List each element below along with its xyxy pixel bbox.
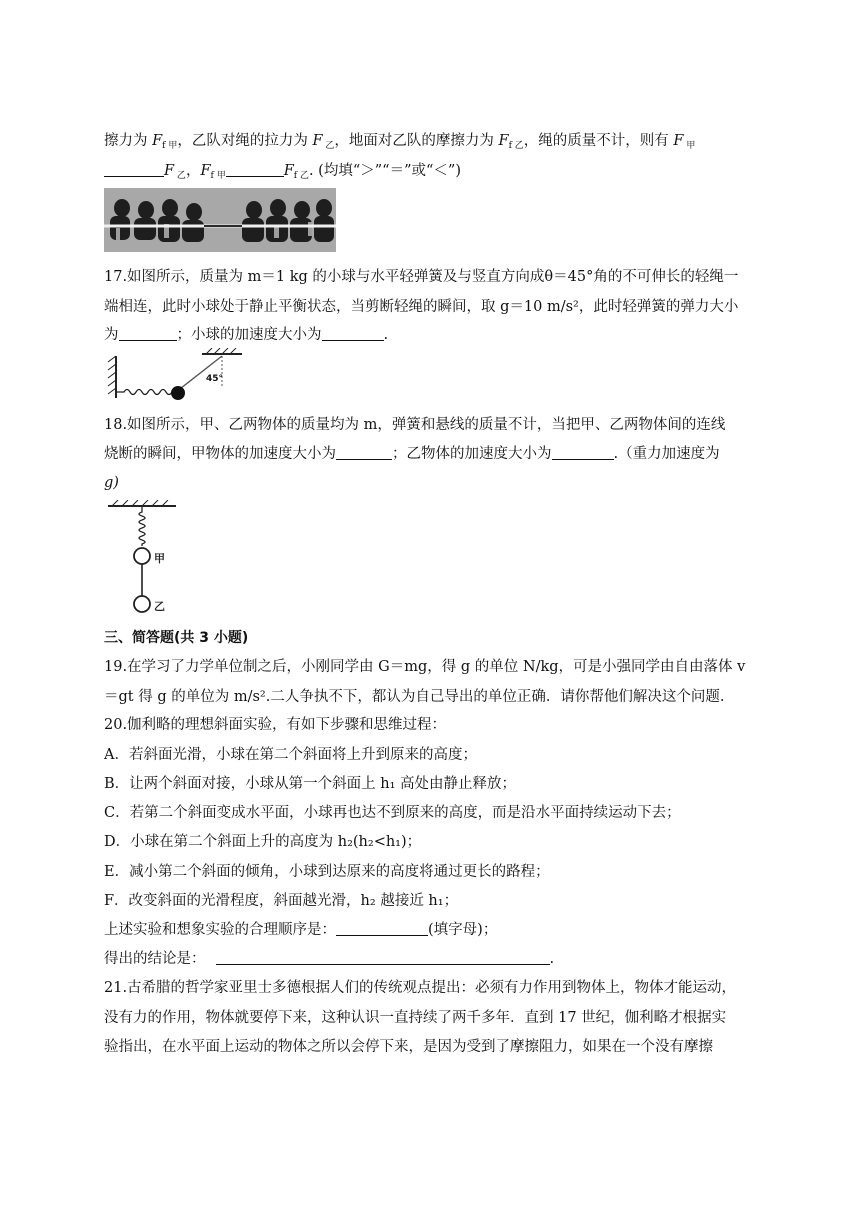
q16-text: . (均填“＞”“＝”或“＜”) bbox=[308, 163, 461, 179]
q18-line-3: g) bbox=[104, 475, 119, 491]
label-yi: 乙 bbox=[154, 600, 165, 613]
answer-blank[interactable] bbox=[336, 921, 428, 936]
q20-step-b: B．让两个斜面对接，小球从第一个斜面上 h₁ 高处由静止释放； bbox=[104, 776, 517, 792]
answer-blank[interactable] bbox=[552, 445, 614, 460]
q16-subscript: 乙 bbox=[322, 141, 335, 151]
q16-symbol: F bbox=[498, 133, 509, 149]
answer-blank[interactable] bbox=[104, 162, 164, 177]
q20-step-d: D．小球在第二个斜面上升的高度为 h₂(h₂<h₁)； bbox=[104, 834, 422, 850]
angle-label: 45° bbox=[206, 374, 224, 384]
q16-symbol: F bbox=[283, 163, 294, 179]
q20-conclusion bbox=[104, 948, 764, 970]
q17-text: ；小球的加速度大小为 bbox=[176, 327, 322, 343]
object-jia bbox=[134, 548, 150, 564]
q16-symbol: F bbox=[312, 133, 323, 149]
answer-blank[interactable] bbox=[322, 326, 384, 341]
q21-line-2: 没有力的作用，物体就要停下来，这种认识一直持续了两千多年．直到 17 世纪，伽利略才根据实 bbox=[104, 1010, 727, 1026]
hanging-spring-diagram bbox=[104, 500, 184, 616]
spring bbox=[139, 506, 145, 546]
q21-line-1: 21.古希腊的哲学家亚里士多德根据人们的传统观点提出：必须有力作用到物体上，物体才能运动， bbox=[104, 980, 737, 996]
answer-blank[interactable] bbox=[336, 445, 392, 460]
q21-line-3: 验指出，在水平面上运动的物体之所以会停下来，是因为受到了摩擦阻力，如果在一个没有摩擦 bbox=[104, 1039, 713, 1055]
q17-line-2: 端相连，此时小球处于静止平衡状态，当剪断轻绳的瞬间，取 g＝10 m/s²，此时轻弹簧的弹力大小 bbox=[104, 299, 739, 315]
q20-text: . bbox=[549, 951, 555, 967]
q16-text: ，绳的质量不计，则有 bbox=[523, 133, 674, 149]
answer-blank[interactable] bbox=[216, 950, 550, 965]
q16-text: ， bbox=[185, 163, 201, 179]
q19-line-2: ＝gt 得 g 的单位为 m/s².二人争执不下，都认为自己导出的单位正确．请你帮他们解决这个问题. bbox=[104, 689, 725, 705]
q16-subscript: f 甲 bbox=[162, 141, 178, 151]
q20-order bbox=[104, 919, 764, 941]
section-heading: 三、简答题(共 3 小题) bbox=[104, 630, 249, 646]
q20-step-c: C．若第二个斜面变成水平面，小球再也达不到原来的高度，而是沿水平面持续运动下去； bbox=[104, 805, 681, 821]
ball bbox=[171, 386, 185, 400]
q20-step-e: E．减小第二个斜面的倾角，小球到达原来的高度将通过更长的路程； bbox=[104, 864, 550, 880]
q16-subscript: f 乙 bbox=[508, 141, 524, 151]
q16-subscript: f 乙 bbox=[293, 171, 309, 181]
q17-line-3 bbox=[104, 324, 764, 346]
q16-symbol: F bbox=[152, 133, 163, 149]
q20-intro: 20.伽利略的理想斜面实验，有如下步骤和思维过程： bbox=[104, 717, 447, 733]
spring bbox=[116, 390, 174, 395]
object-yi bbox=[134, 596, 150, 612]
q18-text: ；乙物体的加速度大小为 bbox=[392, 446, 552, 462]
q17-text: 为 bbox=[104, 327, 119, 343]
q16-symbol: F bbox=[200, 163, 211, 179]
answer-blank[interactable] bbox=[226, 162, 284, 177]
wall-hatch bbox=[108, 356, 116, 394]
q16-line-1 bbox=[104, 130, 764, 157]
q20-text: 得出的结论是： bbox=[104, 951, 206, 967]
q18-line-2 bbox=[104, 443, 764, 465]
q16-subscript: f 甲 bbox=[210, 171, 226, 181]
q20-step-a: A．若斜面光滑，小球在第二个斜面将上升到原来的高度； bbox=[104, 747, 477, 763]
q16-subscript: 乙 bbox=[174, 171, 186, 181]
q16-line-2 bbox=[104, 160, 764, 187]
q17-line-1: 17.如图所示，质量为 m＝1 kg 的小球与水平轻弹簧及与竖直方向成θ＝45°角的不可伸长的轻绳一 bbox=[104, 269, 739, 285]
q19-line-1: 19.在学习了力学单位制之后，小刚同学由 G＝mg，得 g 的单位 N/kg，可是小强同学由自由落体 v bbox=[104, 659, 746, 675]
q16-symbol: F bbox=[673, 133, 684, 149]
q16-text: 擦力为 bbox=[104, 133, 153, 149]
q18-text: 烧断的瞬间，甲物体的加速度大小为 bbox=[104, 446, 336, 462]
spring-ball-rope-diagram bbox=[104, 348, 244, 402]
q20-text: 上述实验和想象实验的合理顺序是： bbox=[104, 922, 336, 938]
q18-text: .（重力加速度为 bbox=[613, 446, 720, 462]
answer-blank[interactable] bbox=[119, 326, 177, 341]
q17-text: . bbox=[383, 327, 389, 343]
q16-symbol: F bbox=[164, 163, 175, 179]
q16-text: ，地面对乙队的摩擦力为 bbox=[334, 133, 499, 149]
q16-text: ，乙队对绳的拉力为 bbox=[177, 133, 313, 149]
q20-text: (填字母)； bbox=[428, 922, 498, 938]
label-jia: 甲 bbox=[154, 552, 165, 565]
q20-step-f: F．改变斜面的光滑程度，斜面越光滑，h₂ 越接近 h₁； bbox=[104, 893, 459, 909]
q16-subscript: 甲 bbox=[683, 141, 696, 151]
q18-line-1: 18.如图所示，甲、乙两物体的质量均为 m，弹簧和悬线的质量不计，当把甲、乙两物体间的连线 bbox=[104, 417, 726, 433]
tug-of-war-image bbox=[104, 188, 336, 252]
